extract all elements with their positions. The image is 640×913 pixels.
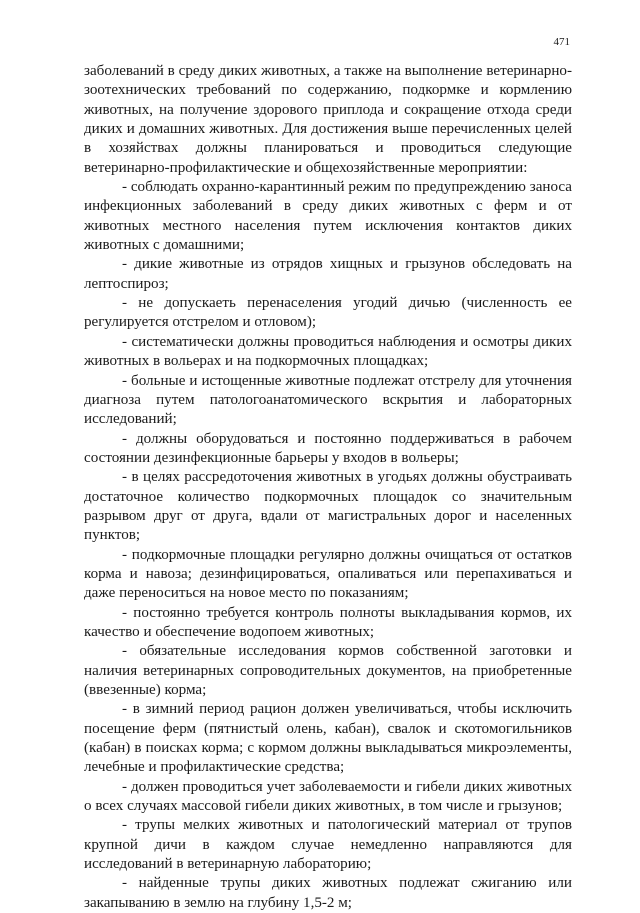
list-item-site-cleaning: - подкормочные площадки регулярно должны очищаться от остатков корма и навоза; дезинфицироваться, опаливаться или перепахиваться и даже переноситься на новое место по показаниям; bbox=[84, 546, 572, 602]
paragraph-intro: заболеваний в среду диких животных, а также на выполнение ветеринарно-зоотехнических требований по содержанию, подкормке и кормлению животных, на получение здорового приплода и сокращение отхода среди диких и домашних животных. Для достижения выше перечисленных целей в хозяйствах должны планироваться и проводиться следующие ветеринарно-профилактические и общехозяйственные мероприятии: bbox=[84, 63, 572, 176]
list-item-population: - не допускаеть перенаселения угодий дичью (численность ее регулируется отстрелом и отловом); bbox=[84, 295, 572, 331]
list-item-lab-submission: - трупы мелких животных и патологический материал от трупов крупной дичи в каждом случае немедленно направляются для исследований в ветеринарную лабораторию; bbox=[84, 817, 572, 873]
list-item-winter-ration: - в зимний период рацион должен увеличиваться, чтобы исключить посещение ферм (пятнистый олень, кабан), свалок и скотомогильников (кабан) в поисках корма; с кормом должны выкладываться микроэлементы, лечебные и профилактические средства; bbox=[84, 701, 572, 776]
list-item-mortality-records: - должен проводиться учет заболеваемости и гибели диких животных о всех случаях массовой гибели диких животных, в том числе и грызунов; bbox=[84, 778, 572, 815]
list-item-quarantine: - соблюдать охранно-карантинный режим по предупреждению заноса инфекционных заболеваний в среду диких животных с ферм и от животных местного населения путем исключения контактов диких животных с домашними; bbox=[84, 179, 572, 254]
list-item-leptospirosis: - дикие животные из отрядов хищных и грызунов обследовать на лептоспироз; bbox=[84, 256, 572, 292]
list-item-culling: - больные и истощенные животные подлежат отстрелу для уточнения диагноза путем патологоанатомического вскрытия и лабораторных исследований; bbox=[84, 372, 572, 428]
list-item-feed-testing: - обязательные исследования кормов собственной заготовки и наличия ветеринарных сопроводительных документов, на приобретенные (ввезенные) корма; bbox=[84, 643, 572, 698]
list-item-feeding-sites: - в целях рассредоточения животных в угодьях должны обустраивать достаточное количество подкормочных площадок со значительным разрывом друг от друга, вдали от магистральных дорог и населенных пунктов; bbox=[84, 469, 572, 544]
list-item-observation: - систематически должны проводиться наблюдения и осмотры диких животных в вольерах и на подкормочных площадках; bbox=[84, 333, 572, 370]
body-text bbox=[84, 62, 572, 913]
list-item-feed-control: - постоянно требуется контроль полноты выкладывания кормов, их качество и обеспечение водопоем животных; bbox=[84, 604, 572, 640]
page-number: 471 bbox=[553, 36, 570, 48]
list-item-carcass-disposal: - найденные трупы диких животных подлежат сжиганию или закапыванию в землю на глубину 1,5-2 м; bbox=[84, 875, 572, 911]
list-item-disinfection-barriers: - должны оборудоваться и постоянно поддерживаться в рабочем состоянии дезинфекционные барьеры у входов в вольеры; bbox=[84, 430, 572, 466]
